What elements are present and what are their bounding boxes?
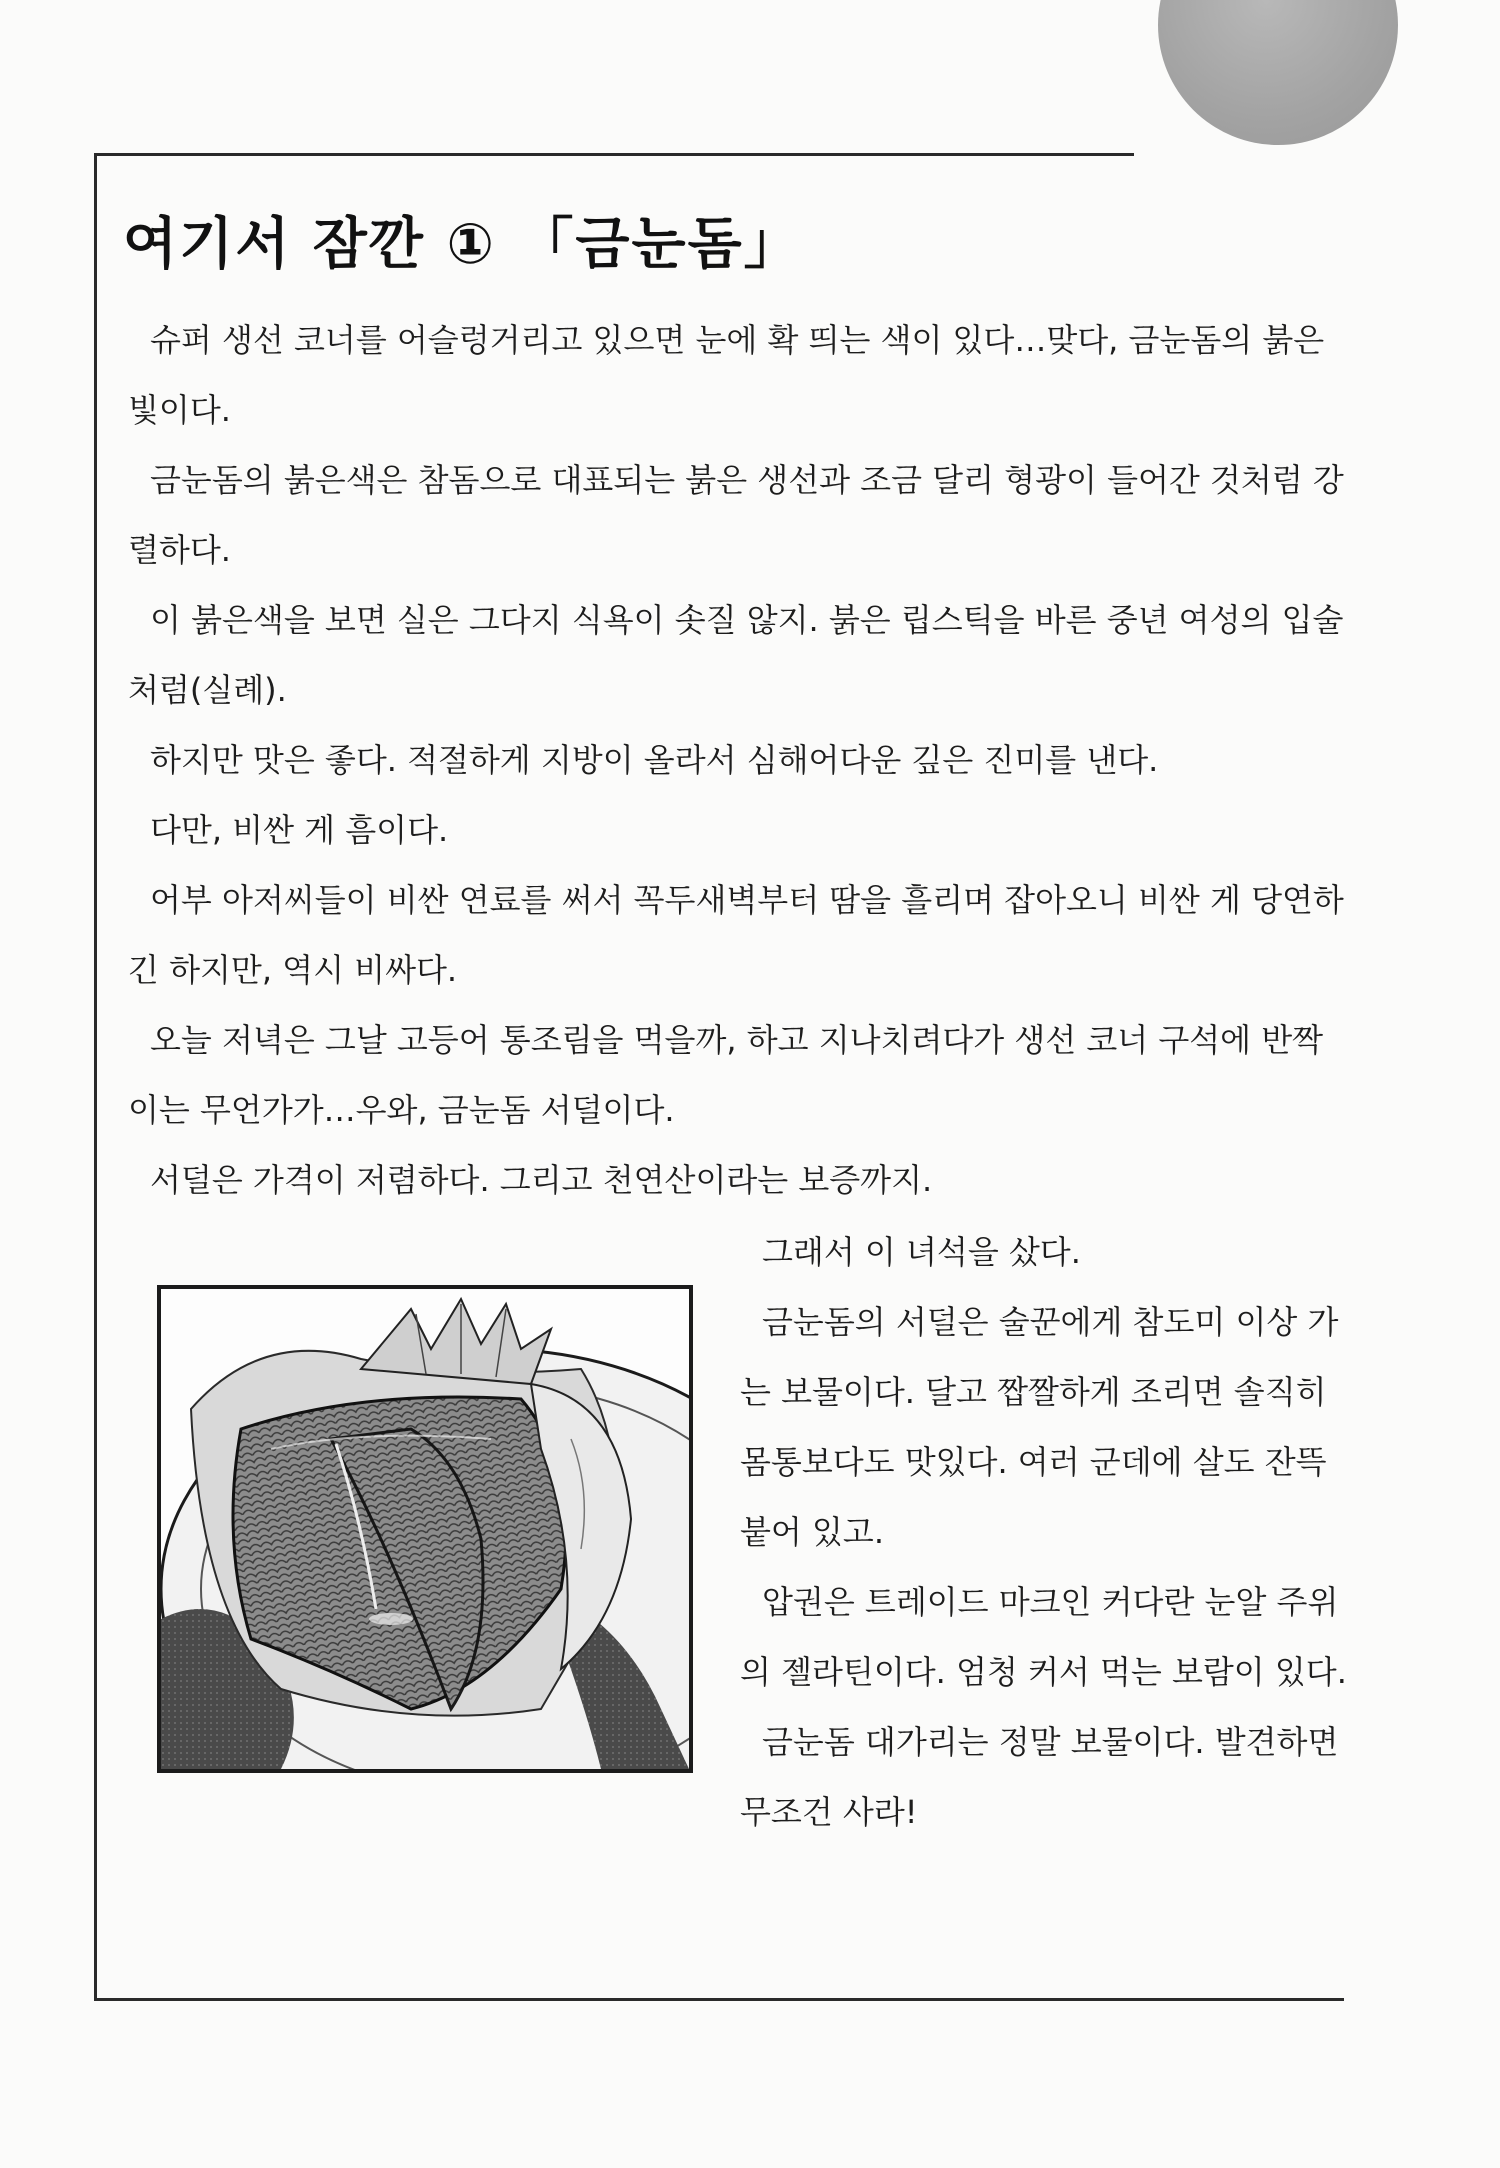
- paragraph: 압권은 트레이드 마크인 커다란 눈알 주위의 젤라틴이다. 엄청 커서 먹는 보람이 있다.: [740, 1583, 1347, 1691]
- corner-decoration-circle: [1158, 0, 1398, 145]
- main-text: [128, 305, 1348, 1215]
- paragraph: 금눈돔 대가리는 정말 보물이다. 발견하면 무조건 사라!: [740, 1723, 1339, 1831]
- frame-left-rule: [94, 153, 97, 2001]
- frame-top-rule: [94, 153, 1134, 156]
- paragraph: 하지만 맛은 좋다. 적절하게 지방이 올라서 심해어다운 깊은 진미를 낸다.: [150, 741, 1159, 779]
- paragraph: 다만, 비싼 게 흠이다.: [150, 811, 449, 849]
- fish-head-drawing-icon: [161, 1289, 689, 1769]
- paragraph: 서덜은 가격이 저렴하다. 그리고 천연산이라는 보증까지.: [150, 1161, 933, 1199]
- page-title: 여기서 잠깐 ① 「금눈돔」: [123, 212, 802, 277]
- paragraph: 슈퍼 생선 코너를 어슬렁거리고 있으면 눈에 확 띄는 색이 있다…맞다, 금눈돔의 붉은빛이다.: [128, 321, 1325, 429]
- paragraph: 금눈돔의 서덜은 술꾼에게 참도미 이상 가는 보물이다. 달고 짭짤하게 조리면 솔직히 몸통보다도 맛있다. 여러 군데에 살도 잔뜩 붙어 있고.: [740, 1303, 1339, 1551]
- paragraph: 어부 아저씨들이 비싼 연료를 써서 꼭두새벽부터 땀을 흘리며 잡아오니 비싼 게 당연하긴 하지만, 역시 비싸다.: [128, 881, 1344, 989]
- frame-bottom-rule: [94, 1998, 1344, 2001]
- fish-head-illustration: [157, 1285, 693, 1773]
- side-text: [740, 1217, 1352, 1847]
- paragraph: 오늘 저녁은 그날 고등어 통조림을 먹을까, 하고 지나치려다가 생선 코너 구석에 반짝이는 무언가가…우와, 금눈돔 서덜이다.: [128, 1021, 1324, 1129]
- paragraph: 이 붉은색을 보면 실은 그다지 식욕이 솟질 않지. 붉은 립스틱을 바른 중년 여성의 입술처럼(실례).: [128, 601, 1344, 709]
- paragraph: 그래서 이 녀석을 샀다.: [762, 1233, 1081, 1271]
- paragraph: 금눈돔의 붉은색은 참돔으로 대표되는 붉은 생선과 조금 달리 형광이 들어간 것처럼 강렬하다.: [128, 461, 1344, 569]
